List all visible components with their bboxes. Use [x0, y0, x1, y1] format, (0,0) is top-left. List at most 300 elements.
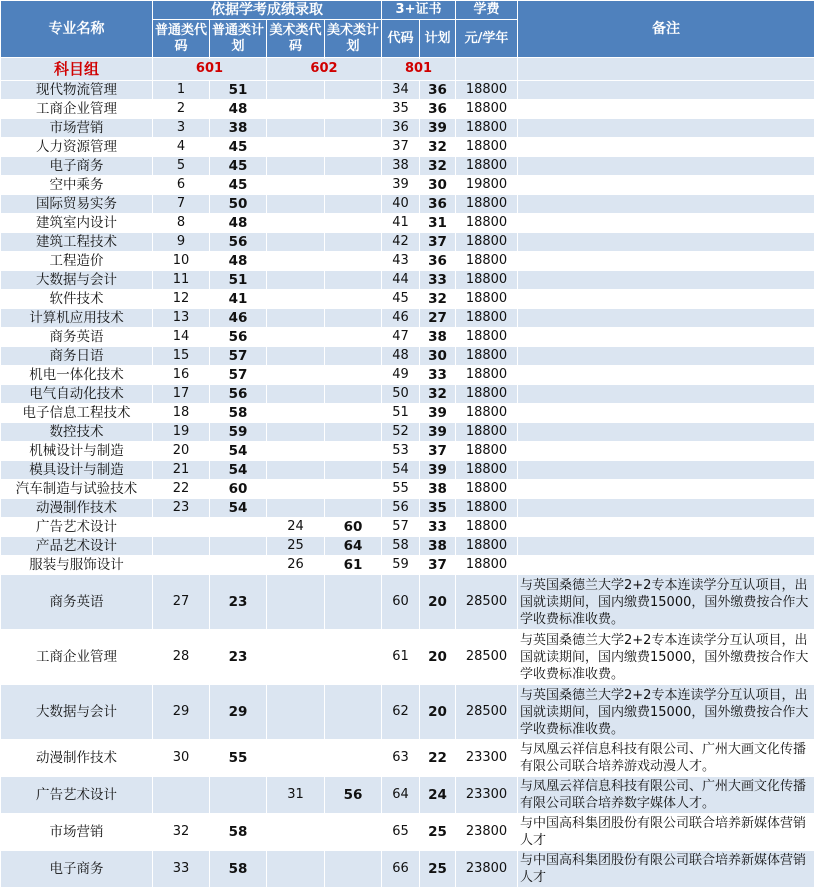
cert-plan-cell: 32: [420, 385, 456, 404]
meishu-plan-cell: 56: [325, 777, 382, 814]
cert-plan-cell: 38: [420, 537, 456, 556]
putong-plan-cell: 48: [210, 214, 267, 233]
meishu-code-cell: [267, 176, 325, 195]
meishu-plan-cell: [325, 442, 382, 461]
cert-plan-cell: 33: [420, 518, 456, 537]
remarks-cell: [518, 461, 814, 480]
tuition-fee-cell: 18800: [456, 119, 518, 138]
putong-plan-cell: 51: [210, 271, 267, 290]
table-row: [1, 81, 814, 100]
cert-code-header: 代码: [382, 20, 420, 58]
putong-plan-header: 普通类计划: [210, 20, 267, 58]
cert-code-cell: 45: [382, 290, 420, 309]
meishu-plan-cell: [325, 814, 382, 851]
putong-plan-cell: 50: [210, 195, 267, 214]
table-row: [1, 851, 814, 888]
major-name-header: 专业名称: [1, 1, 153, 58]
cert-code-cell: 64: [382, 777, 420, 814]
major-name-cell: 动漫制作技术: [1, 499, 153, 518]
meishu-code-cell: 31: [267, 777, 325, 814]
putong-code-cell: 23: [153, 499, 210, 518]
meishu-code-cell: [267, 385, 325, 404]
major-name-cell: 空中乘务: [1, 176, 153, 195]
putong-code-cell: 9: [153, 233, 210, 252]
meishu-plan-cell: [325, 252, 382, 271]
putong-plan-cell: 51: [210, 81, 267, 100]
putong-code-cell: 17: [153, 385, 210, 404]
major-name-cell: 动漫制作技术: [1, 740, 153, 777]
remarks-cell: [518, 100, 814, 119]
putong-code-cell: 11: [153, 271, 210, 290]
meishu-plan-cell: [325, 685, 382, 740]
table-row: [1, 290, 814, 309]
meishu-plan-cell: [325, 575, 382, 630]
meishu-code-cell: 25: [267, 537, 325, 556]
table-row: [1, 423, 814, 442]
major-name-cell: 软件技术: [1, 290, 153, 309]
table-row: [1, 233, 814, 252]
putong-code-cell: 15: [153, 347, 210, 366]
meishu-code-cell: [267, 100, 325, 119]
meishu-plan-cell: [325, 233, 382, 252]
cert-plan-cell: 39: [420, 461, 456, 480]
tuition-fee-cell: 18800: [456, 423, 518, 442]
putong-plan-cell: 23: [210, 630, 267, 685]
table-row: [1, 442, 814, 461]
table-row: [1, 252, 814, 271]
meishu-plan-cell: [325, 423, 382, 442]
table-row: [1, 157, 814, 176]
meishu-plan-cell: 61: [325, 556, 382, 575]
remarks-cell: [518, 328, 814, 347]
cert-code-cell: 42: [382, 233, 420, 252]
putong-code-cell: 4: [153, 138, 210, 157]
cert-code-cell: 55: [382, 480, 420, 499]
tuition-fee-cell: 18800: [456, 100, 518, 119]
meishu-code-cell: [267, 157, 325, 176]
meishu-code-cell: [267, 81, 325, 100]
putong-plan-cell: [210, 777, 267, 814]
putong-plan-cell: 56: [210, 385, 267, 404]
tuition-fee-cell: 18800: [456, 157, 518, 176]
subject-group-note-blank: [518, 58, 814, 81]
tuition-fee-cell: 18800: [456, 271, 518, 290]
major-name-cell: 商务英语: [1, 575, 153, 630]
major-name-cell: 模具设计与制造: [1, 461, 153, 480]
major-name-cell: 机械设计与制造: [1, 442, 153, 461]
putong-code-cell: [153, 777, 210, 814]
cert-code-cell: 39: [382, 176, 420, 195]
table-row: [1, 119, 814, 138]
table-row: [1, 777, 814, 814]
tuition-fee-cell: 23800: [456, 814, 518, 851]
cert-code-cell: 56: [382, 499, 420, 518]
major-name-cell: 广告艺术设计: [1, 777, 153, 814]
putong-code-cell: 8: [153, 214, 210, 233]
cert-header: 3+证书: [382, 1, 456, 20]
cert-code-cell: 43: [382, 252, 420, 271]
table-row: [1, 138, 814, 157]
putong-plan-cell: 46: [210, 309, 267, 328]
meishu-plan-cell: 64: [325, 537, 382, 556]
putong-code-cell: 30: [153, 740, 210, 777]
cert-code-cell: 37: [382, 138, 420, 157]
cert-plan-cell: 36: [420, 81, 456, 100]
remarks-cell: 与凤凰云祥信息科技有限公司、广州大画文化传播有限公司联合培养游戏动漫人才。: [518, 740, 814, 777]
putong-plan-cell: [210, 556, 267, 575]
putong-plan-cell: 57: [210, 347, 267, 366]
remarks-cell: [518, 404, 814, 423]
cert-code-cell: 58: [382, 537, 420, 556]
putong-code-cell: 28: [153, 630, 210, 685]
meishu-plan-cell: [325, 630, 382, 685]
cert-code-cell: 59: [382, 556, 420, 575]
major-name-cell: 国际贸易实务: [1, 195, 153, 214]
meishu-code-cell: [267, 309, 325, 328]
meishu-plan-cell: [325, 214, 382, 233]
putong-code-cell: 20: [153, 442, 210, 461]
remarks-header: 备注: [518, 1, 814, 58]
cert-code-cell: 57: [382, 518, 420, 537]
putong-plan-cell: 41: [210, 290, 267, 309]
meishu-code-cell: [267, 685, 325, 740]
meishu-plan-header: 美术类计划: [325, 20, 382, 58]
meishu-plan-cell: [325, 119, 382, 138]
tuition-fee-cell: 23300: [456, 740, 518, 777]
major-name-cell: 商务日语: [1, 347, 153, 366]
meishu-plan-cell: [325, 328, 382, 347]
meishu-code-cell: [267, 328, 325, 347]
putong-code-cell: 14: [153, 328, 210, 347]
table-row: [1, 685, 814, 740]
meishu-plan-cell: [325, 740, 382, 777]
cert-plan-cell: 20: [420, 685, 456, 740]
cert-plan-cell: 20: [420, 630, 456, 685]
remarks-cell: [518, 442, 814, 461]
meishu-plan-cell: [325, 404, 382, 423]
cert-code-cell: 63: [382, 740, 420, 777]
putong-code-cell: 18: [153, 404, 210, 423]
remarks-cell: [518, 176, 814, 195]
table-row: [1, 556, 814, 575]
table-row: [1, 347, 814, 366]
tuition-fee-cell: 18800: [456, 537, 518, 556]
cert-code-cell: 46: [382, 309, 420, 328]
putong-code-cell: 5: [153, 157, 210, 176]
subject-group-fee-blank: [456, 58, 518, 81]
putong-code-cell: 2: [153, 100, 210, 119]
major-name-cell: 现代物流管理: [1, 81, 153, 100]
tuition-fee-cell: 18800: [456, 461, 518, 480]
meishu-code-cell: 26: [267, 556, 325, 575]
major-name-cell: 工程造价: [1, 252, 153, 271]
cert-plan-cell: 36: [420, 100, 456, 119]
meishu-code-cell: [267, 499, 325, 518]
putong-plan-cell: 45: [210, 157, 267, 176]
table-row: [1, 309, 814, 328]
meishu-plan-cell: [325, 309, 382, 328]
major-name-cell: 大数据与会计: [1, 685, 153, 740]
table-row: [1, 271, 814, 290]
cert-plan-cell: 36: [420, 195, 456, 214]
remarks-cell: [518, 290, 814, 309]
meishu-plan-cell: [325, 851, 382, 888]
cert-plan-cell: 32: [420, 138, 456, 157]
meishu-code-cell: [267, 851, 325, 888]
tuition-fee-cell: 18800: [456, 290, 518, 309]
cert-plan-cell: 33: [420, 271, 456, 290]
tuition-fee-cell: 18800: [456, 309, 518, 328]
putong-plan-cell: 45: [210, 138, 267, 157]
meishu-code-cell: [267, 423, 325, 442]
remarks-cell: 与中国高科集团股份有限公司联合培养新媒体营销人才: [518, 814, 814, 851]
meishu-code-cell: [267, 347, 325, 366]
tuition-fee-cell: 28500: [456, 685, 518, 740]
major-name-cell: 电子商务: [1, 851, 153, 888]
cert-code-cell: 51: [382, 404, 420, 423]
cert-plan-header: 计划: [420, 20, 456, 58]
table-row: [1, 366, 814, 385]
putong-code-cell: 13: [153, 309, 210, 328]
table-row: [1, 518, 814, 537]
table-row: [1, 814, 814, 851]
table-row: [1, 195, 814, 214]
cert-plan-cell: 38: [420, 480, 456, 499]
meishu-code-cell: [267, 271, 325, 290]
cert-plan-cell: 25: [420, 851, 456, 888]
cert-code-cell: 48: [382, 347, 420, 366]
putong-plan-cell: 45: [210, 176, 267, 195]
meishu-code-cell: [267, 575, 325, 630]
tuition-fee-cell: 18800: [456, 404, 518, 423]
score-admission-header: 依据学考成绩录取: [153, 1, 382, 20]
tuition-fee-cell: 28500: [456, 630, 518, 685]
remarks-cell: [518, 157, 814, 176]
table-row: [1, 100, 814, 119]
tuition-fee-cell: 19800: [456, 176, 518, 195]
major-name-cell: 数控技术: [1, 423, 153, 442]
tuition-fee-cell: 18800: [456, 480, 518, 499]
subject-group-cert: 801: [382, 58, 456, 81]
putong-code-cell: 33: [153, 851, 210, 888]
tuition-fee-cell: 18800: [456, 499, 518, 518]
cert-plan-cell: 31: [420, 214, 456, 233]
remarks-cell: [518, 385, 814, 404]
meishu-plan-cell: [325, 81, 382, 100]
major-name-cell: 工商企业管理: [1, 630, 153, 685]
cert-code-cell: 40: [382, 195, 420, 214]
putong-code-cell: 29: [153, 685, 210, 740]
subject-group-putong: 601: [153, 58, 267, 81]
major-name-cell: 建筑室内设计: [1, 214, 153, 233]
meishu-plan-cell: [325, 385, 382, 404]
table-row: [1, 499, 814, 518]
major-name-cell: 计算机应用技术: [1, 309, 153, 328]
remarks-cell: 与英国桑德兰大学2+2专本连读学分互认项目，出国就读期间，国内缴费15000，国外缴费按合作大学收费标准收费。: [518, 630, 814, 685]
meishu-plan-cell: [325, 480, 382, 499]
table-row: [1, 461, 814, 480]
tuition-fee-cell: 18800: [456, 252, 518, 271]
major-name-cell: 大数据与会计: [1, 271, 153, 290]
tuition-fee-cell: 23800: [456, 851, 518, 888]
table-row: [1, 740, 814, 777]
meishu-plan-cell: [325, 176, 382, 195]
putong-plan-cell: 59: [210, 423, 267, 442]
tuition-fee-cell: 18800: [456, 195, 518, 214]
cert-code-cell: 36: [382, 119, 420, 138]
table-row: [1, 214, 814, 233]
cert-plan-cell: 32: [420, 290, 456, 309]
major-name-cell: 电气自动化技术: [1, 385, 153, 404]
tuition-fee-cell: 28500: [456, 575, 518, 630]
putong-plan-cell: 23: [210, 575, 267, 630]
table-row: [1, 630, 814, 685]
tuition-fee-cell: 18800: [456, 518, 518, 537]
cert-plan-cell: 37: [420, 556, 456, 575]
putong-plan-cell: 29: [210, 685, 267, 740]
cert-code-cell: 38: [382, 157, 420, 176]
meishu-plan-cell: [325, 366, 382, 385]
remarks-cell: [518, 518, 814, 537]
remarks-cell: [518, 195, 814, 214]
meishu-code-cell: 24: [267, 518, 325, 537]
putong-code-cell: [153, 537, 210, 556]
major-name-cell: 人力资源管理: [1, 138, 153, 157]
subject-group-label: 科目组: [1, 58, 153, 81]
tuition-fee-cell: 18800: [456, 442, 518, 461]
putong-plan-cell: 57: [210, 366, 267, 385]
major-name-cell: 市场营销: [1, 119, 153, 138]
cert-plan-cell: 20: [420, 575, 456, 630]
putong-code-cell: 19: [153, 423, 210, 442]
remarks-cell: 与英国桑德兰大学2+2专本连读学分互认项目，出国就读期间，国内缴费15000，国外缴费按合作大学收费标准收费。: [518, 575, 814, 630]
cert-code-cell: 34: [382, 81, 420, 100]
cert-plan-cell: 38: [420, 328, 456, 347]
remarks-cell: [518, 138, 814, 157]
meishu-plan-cell: [325, 290, 382, 309]
putong-code-cell: 16: [153, 366, 210, 385]
meishu-code-cell: [267, 461, 325, 480]
remarks-cell: [518, 271, 814, 290]
subject-group-meishu: 602: [267, 58, 382, 81]
putong-plan-cell: 56: [210, 233, 267, 252]
putong-code-cell: 10: [153, 252, 210, 271]
meishu-code-header: 美术类代码: [267, 20, 325, 58]
major-name-cell: 电子信息工程技术: [1, 404, 153, 423]
remarks-cell: [518, 537, 814, 556]
table-row: [1, 328, 814, 347]
putong-code-cell: 32: [153, 814, 210, 851]
putong-code-cell: 7: [153, 195, 210, 214]
remarks-cell: 与凤凰云祥信息科技有限公司、广州大画文化传播有限公司联合培养数字媒体人才。: [518, 777, 814, 814]
major-name-cell: 服装与服饰设计: [1, 556, 153, 575]
meishu-code-cell: [267, 252, 325, 271]
tuition-fee-cell: 18800: [456, 366, 518, 385]
cert-plan-cell: 39: [420, 119, 456, 138]
table-row: [1, 537, 814, 556]
cert-plan-cell: 39: [420, 423, 456, 442]
major-name-cell: 建筑工程技术: [1, 233, 153, 252]
meishu-plan-cell: [325, 138, 382, 157]
cert-plan-cell: 37: [420, 233, 456, 252]
meishu-code-cell: [267, 740, 325, 777]
major-name-cell: 汽车制造与试验技术: [1, 480, 153, 499]
remarks-cell: [518, 309, 814, 328]
putong-code-cell: 21: [153, 461, 210, 480]
cert-code-cell: 53: [382, 442, 420, 461]
putong-code-cell: 6: [153, 176, 210, 195]
cert-code-cell: 50: [382, 385, 420, 404]
cert-code-cell: 61: [382, 630, 420, 685]
cert-code-cell: 47: [382, 328, 420, 347]
tuition-fee-cell: 18800: [456, 385, 518, 404]
meishu-plan-cell: [325, 461, 382, 480]
meishu-code-cell: [267, 630, 325, 685]
cert-plan-cell: 39: [420, 404, 456, 423]
meishu-code-cell: [267, 480, 325, 499]
putong-plan-cell: 48: [210, 100, 267, 119]
cert-code-cell: 60: [382, 575, 420, 630]
meishu-code-cell: [267, 195, 325, 214]
tuition-fee-cell: 18800: [456, 214, 518, 233]
cert-code-cell: 54: [382, 461, 420, 480]
meishu-code-cell: [267, 442, 325, 461]
remarks-cell: [518, 347, 814, 366]
table-row: [1, 404, 814, 423]
remarks-cell: [518, 423, 814, 442]
table-row: [1, 385, 814, 404]
cert-code-cell: 65: [382, 814, 420, 851]
putong-plan-cell: 58: [210, 404, 267, 423]
cert-plan-cell: 36: [420, 252, 456, 271]
cert-code-cell: 41: [382, 214, 420, 233]
meishu-code-cell: [267, 214, 325, 233]
subject-group-row: [1, 58, 814, 81]
putong-plan-cell: 48: [210, 252, 267, 271]
meishu-plan-cell: [325, 100, 382, 119]
meishu-plan-cell: [325, 157, 382, 176]
cert-code-cell: 62: [382, 685, 420, 740]
meishu-plan-cell: [325, 499, 382, 518]
major-name-cell: 电子商务: [1, 157, 153, 176]
putong-code-cell: 3: [153, 119, 210, 138]
putong-plan-cell: [210, 518, 267, 537]
cert-code-cell: 35: [382, 100, 420, 119]
cert-code-cell: 66: [382, 851, 420, 888]
remarks-cell: [518, 214, 814, 233]
cert-code-cell: 44: [382, 271, 420, 290]
table-row: [1, 575, 814, 630]
fee-header-top: 学费: [456, 1, 518, 20]
major-name-cell: 工商企业管理: [1, 100, 153, 119]
tuition-fee-cell: 18800: [456, 556, 518, 575]
putong-plan-cell: 54: [210, 442, 267, 461]
cert-plan-cell: 37: [420, 442, 456, 461]
remarks-cell: [518, 81, 814, 100]
meishu-code-cell: [267, 233, 325, 252]
tuition-fee-cell: 18800: [456, 81, 518, 100]
cert-code-cell: 49: [382, 366, 420, 385]
meishu-plan-cell: [325, 271, 382, 290]
meishu-plan-cell: 60: [325, 518, 382, 537]
putong-plan-cell: 54: [210, 499, 267, 518]
meishu-code-cell: [267, 119, 325, 138]
cert-plan-cell: 35: [420, 499, 456, 518]
tuition-fee-cell: 18800: [456, 233, 518, 252]
putong-plan-cell: 55: [210, 740, 267, 777]
putong-code-cell: 12: [153, 290, 210, 309]
major-name-cell: 机电一体化技术: [1, 366, 153, 385]
